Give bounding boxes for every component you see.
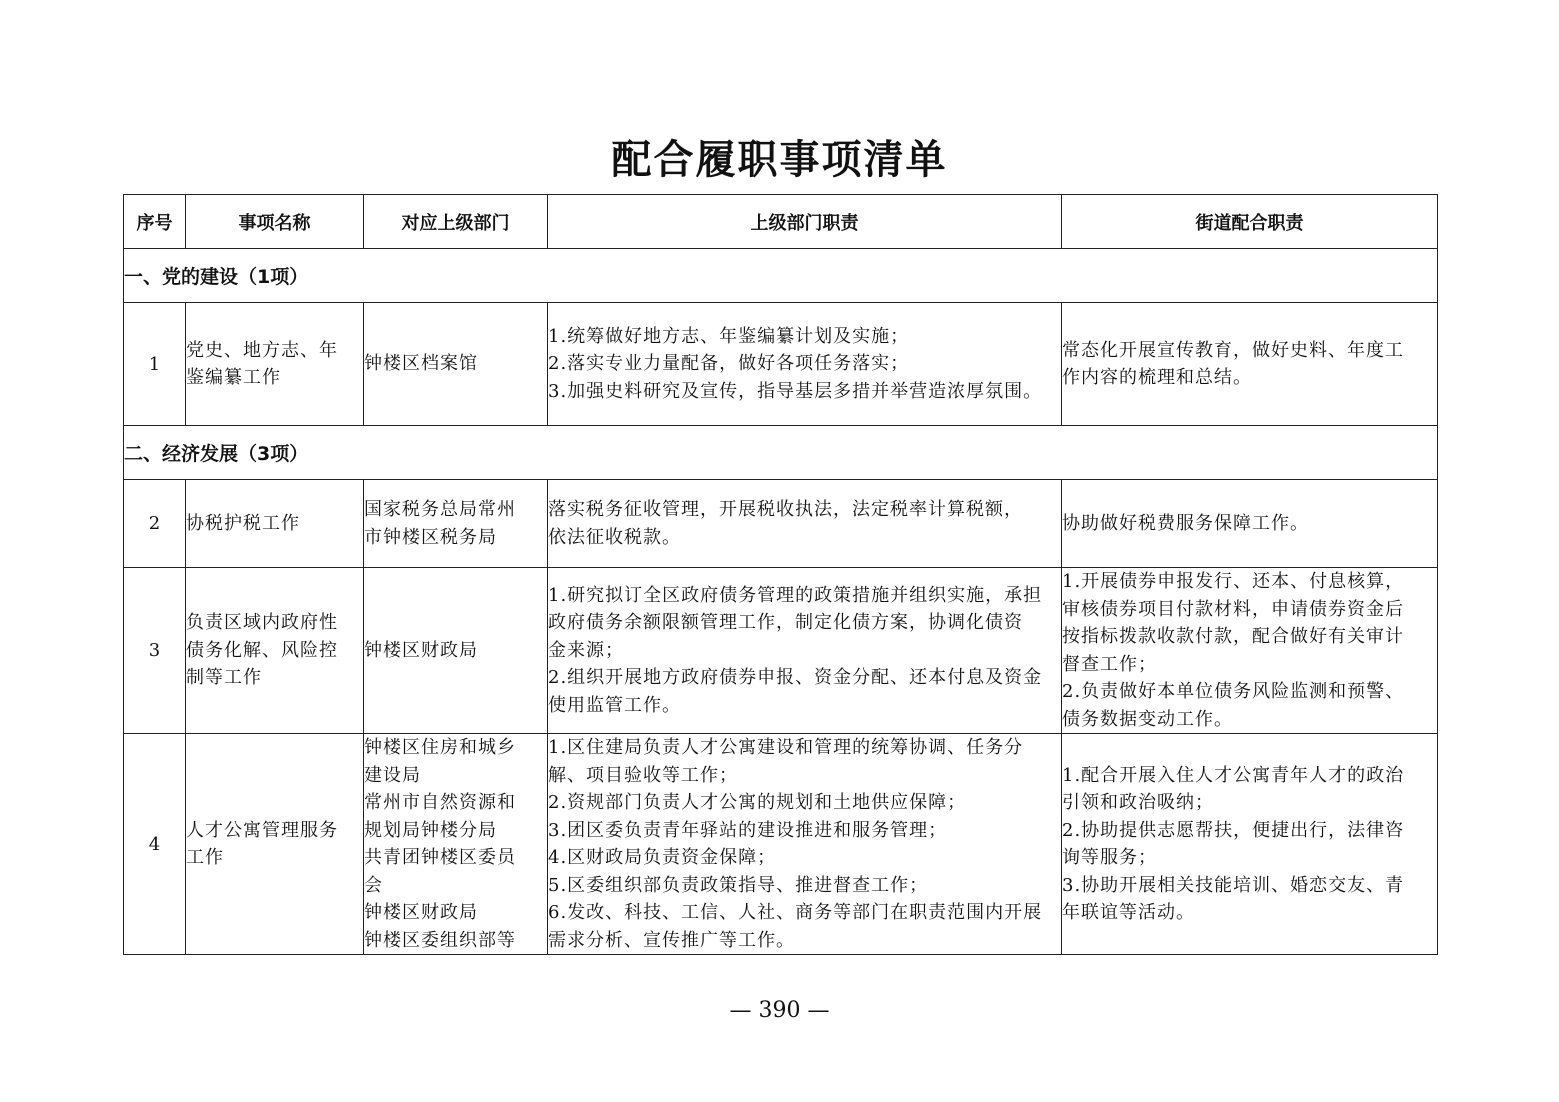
text-line: 使用监管工作。 — [548, 694, 681, 716]
dept-name — [364, 303, 548, 426]
row-num: 1 — [124, 303, 186, 426]
text-line: 钟楼区财政局 — [364, 639, 478, 661]
text-line: 5.区委组织部负责政策指导、推进督查工作； — [548, 874, 929, 896]
item-name — [186, 303, 364, 426]
dept-name — [364, 568, 548, 734]
page-number: — 390 — — [729, 998, 830, 1023]
header-duty: 上级部门职责 — [548, 195, 1062, 249]
text-line: 1.区住建局负责人才公寓建设和管理的统筹协调、任务分 — [548, 737, 1024, 758]
text-line: 债务数据变动工作。 — [1062, 708, 1233, 730]
text-line: 规划局钟楼分局 — [364, 819, 497, 841]
text-line: 制等工作 — [186, 667, 262, 689]
table-header-row — [124, 195, 1438, 249]
section-heading: 一、党的建设（1项） — [124, 249, 1438, 303]
text-line: 协助做好税费服务保障工作。 — [1062, 512, 1309, 534]
text-line: 3.团区委负责青年驿站的建设推进和服务管理； — [548, 819, 948, 841]
text-line: 3.协助开展相关技能培训、婚恋交友、青 — [1062, 874, 1405, 896]
row-num: 2 — [124, 480, 186, 568]
text-line: 依法征收税款。 — [548, 526, 681, 548]
text-line: 建设局 — [364, 764, 421, 786]
text-line: 督查工作； — [1062, 653, 1157, 675]
text-line: 需求分析、宣传推广等工作。 — [548, 929, 795, 951]
page-title: 配合履职事项清单 — [611, 136, 948, 183]
text-line: 钟楼区财政局 — [364, 902, 478, 923]
text-line: 会 — [364, 874, 383, 896]
street-duty — [1062, 568, 1438, 734]
text-line: 2.负责做好本单位债务风险监测和预警、 — [1062, 681, 1405, 702]
text-line: 引领和政治吸纳； — [1062, 792, 1214, 813]
text-line: 政府债务余额限额管理工作，制定化债方案，协调化债资 — [548, 612, 1023, 634]
text-line: 钟楼区委组织部等 — [364, 929, 516, 951]
dept-duty — [548, 568, 1062, 734]
text-line: 落实税务征收管理，开展税收执法，法定税率计算税额， — [548, 499, 1023, 520]
text-line: 6.发改、科技、工信、人社、商务等部门在职责范围内开展 — [548, 902, 1043, 923]
item-name — [186, 480, 364, 568]
section-row — [124, 249, 1438, 303]
text-line: 市钟楼区税务局 — [364, 526, 497, 548]
text-line: 国家税务总局常州 — [364, 499, 516, 520]
header-coop: 街道配合职责 — [1062, 195, 1438, 249]
section-row — [124, 426, 1438, 480]
text-line: 1.开展债券申报发行、还本、付息核算， — [1062, 571, 1405, 592]
text-line: 2.落实专业力量配备，做好各项任务落实； — [548, 353, 910, 375]
table-row — [124, 303, 1438, 426]
text-line: 作内容的梳理和总结。 — [1062, 367, 1252, 388]
text-line: 债务化解、风险控 — [186, 639, 338, 661]
text-line: 鉴编纂工作 — [186, 367, 281, 388]
text-line: 共青团钟楼区委员 — [364, 847, 516, 868]
text-line: 按指标拨款收款付款，配合做好有关审计 — [1062, 626, 1404, 647]
text-line: 1.研究拟订全区政府债务管理的政策措施并组织实施，承担 — [548, 584, 1043, 606]
table-row — [124, 734, 1438, 955]
item-name — [186, 734, 364, 955]
text-line: 钟楼区住房和城乡 — [364, 737, 516, 758]
header-name: 事项名称 — [186, 195, 364, 249]
duty-table — [123, 194, 1438, 955]
text-line: 钟楼区档案馆 — [364, 353, 478, 375]
text-line: 1.配合开展入住人才公寓青年人才的政治 — [1062, 764, 1405, 786]
text-line: 询等服务； — [1062, 847, 1157, 868]
section-heading: 二、经济发展（3项） — [124, 426, 1438, 480]
text-line: 审核债券项目付款材料，申请债券资金后 — [1062, 598, 1404, 620]
text-line: 协税护税工作 — [186, 512, 300, 534]
text-line: 1.统筹做好地方志、年鉴编纂计划及实施； — [548, 325, 910, 347]
text-line: 负责区域内政府性 — [186, 612, 338, 634]
dept-duty — [548, 303, 1062, 426]
text-line: 党史、地方志、年 — [186, 339, 338, 361]
text-line: 2.协助提供志愿帮扶，便捷出行，法律咨 — [1062, 819, 1405, 841]
dept-duty — [548, 734, 1062, 955]
text-line: 金来源； — [548, 639, 624, 661]
text-line: 3.加强史料研究及宣传，指导基层多措并举营造浓厚氛围。 — [548, 380, 1043, 402]
text-line: 2.组织开展地方政府债券申报、资金分配、还本付息及资金 — [548, 667, 1043, 689]
street-duty — [1062, 480, 1438, 568]
text-line: 4.区财政局负责资金保障； — [548, 847, 777, 868]
text-line: 解、项目验收等工作； — [548, 764, 738, 786]
text-line: 人才公寓管理服务 — [186, 819, 338, 841]
text-line: 常态化开展宣传教育，做好史料、年度工 — [1062, 339, 1404, 361]
street-duty — [1062, 303, 1438, 426]
text-line: 2.资规部门负责人才公寓的规划和土地供应保障； — [548, 792, 967, 813]
row-num: 3 — [124, 568, 186, 734]
text-line: 工作 — [186, 847, 224, 868]
header-dept: 对应上级部门 — [364, 195, 548, 249]
dept-duty — [548, 480, 1062, 568]
dept-name — [364, 734, 548, 955]
street-duty — [1062, 734, 1438, 955]
table-row — [124, 568, 1438, 734]
text-line: 年联谊等活动。 — [1062, 902, 1195, 923]
item-name — [186, 568, 364, 734]
dept-name — [364, 480, 548, 568]
text-line: 常州市自然资源和 — [364, 792, 516, 813]
header-num: 序号 — [124, 195, 186, 249]
row-num: 4 — [124, 734, 186, 955]
table-row — [124, 480, 1438, 568]
